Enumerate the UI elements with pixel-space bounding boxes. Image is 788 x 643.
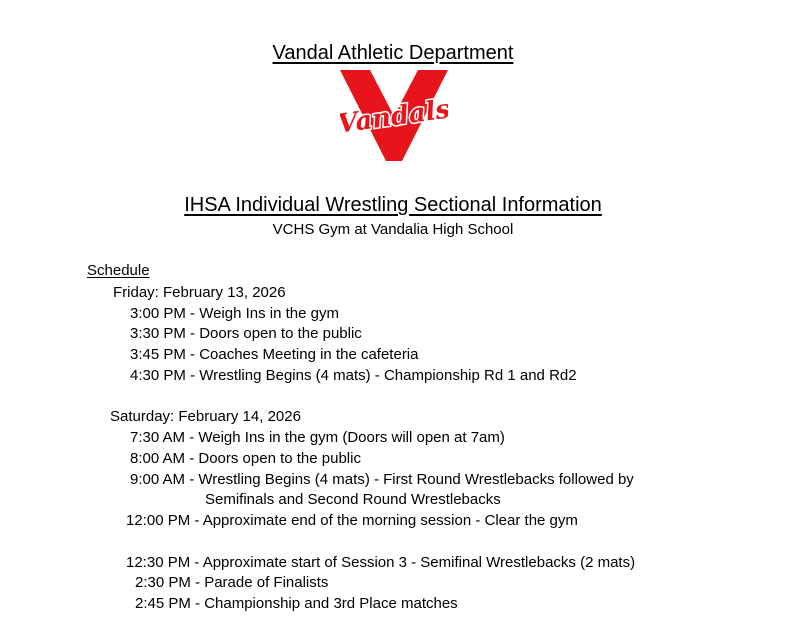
venue-subtitle: VCHS Gym at Vandalia High School [272, 221, 514, 238]
friday-item: 4:30 PM - Wrestling Begins (4 mats) - Championship Rd 1 and Rd2 [130, 367, 577, 384]
saturday-item: 8:00 AM - Doors open to the public [130, 450, 361, 467]
friday-item: 3:30 PM - Doors open to the public [130, 325, 362, 342]
saturday-item: 12:00 PM - Approximate end of the morning session - Clear the gym [126, 512, 578, 529]
saturday-item: 2:45 PM - Championship and 3rd Place matches [135, 595, 458, 612]
vandals-v-icon [340, 70, 448, 162]
friday-item: 3:00 PM - Weigh Ins in the gym [130, 305, 339, 322]
saturday-item: 2:30 PM - Parade of Finalists [135, 574, 329, 591]
event-title: IHSA Individual Wrestling Sectional Information [184, 194, 602, 216]
saturday-day: Saturday: February 14, 2026 [110, 408, 301, 425]
saturday-item-continued: Semifinals and Second Round Wrestlebacks [205, 491, 501, 508]
department-heading: Vandal Athletic Department [272, 42, 514, 64]
saturday-item: 9:00 AM - Wrestling Begins (4 mats) - First Round Wrestlebacks followed by [130, 471, 634, 488]
friday-item: 3:45 PM - Coaches Meeting in the cafeteria [130, 346, 419, 363]
saturday-item: 12:30 PM - Approximate start of Session 3 - Semifinal Wrestlebacks (2 mats) [126, 554, 636, 571]
logo-script-text: Vandals [340, 94, 448, 140]
friday-day: Friday: February 13, 2026 [113, 284, 286, 301]
schedule-heading: Schedule [87, 262, 150, 279]
vandals-logo [340, 70, 448, 162]
saturday-item: 7:30 AM - Weigh Ins in the gym (Doors will open at 7am) [130, 429, 505, 446]
